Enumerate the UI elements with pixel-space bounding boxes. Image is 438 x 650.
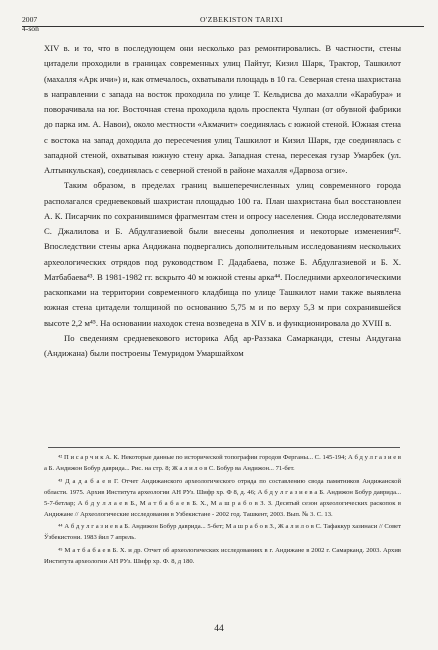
header-year: 2007 [22, 15, 38, 24]
article-body [44, 41, 401, 361]
header-journal-title: O'ZBEKISTON TARIXI [200, 15, 283, 24]
footnotes [44, 452, 401, 568]
header-rule [22, 26, 424, 27]
footnote-rule [48, 447, 400, 448]
footnote-42: ⁴² П и с а р ч и к А. К. Некоторые данные по исторической топографии городов Ферганы... С. 145-194; А б д у л г а з и е в а Б. Андижон Бобур даврида... Рис. на стр. 8; Ж а л и л о в С. Бобур ва Андижон... 71-бет. [44, 454, 401, 472]
paragraph-3: По сведениям средневекового историка Абд ар-Раззака Самарканди, стены Андугана (Андижана) были построены Темуридом Умаршайхом [44, 332, 401, 358]
footnote-43: ⁴³ Д а д а б а е в Г. Отчет Андижанского археологического отряда по составлению свода памятников Андижанской области. 1975. Архив Института археологии АН РУз. Шифр хр. Ф 8, д. 46; А б д у л г а з и е в а Б. Андижон Бобур даврида... 5-7-бетлар; А б д у л л а е в Б., М а т б а б а е в Б. Х., М а ш р а б о в З. З. Десятый сезон археологических раскопок в Андижане // Археологические исследования в Узбекистане - 2002 год. Ташкент, 2003. Вып. № 3. С. 13. [44, 477, 401, 518]
header-issue: 4-son [22, 24, 39, 33]
footnote-44: ⁴⁴ А б д у л г а з и е в а Б. Андижон Бобур даврида... 5-бет; М а ш р а б о в З., Ж а л и л о в С. Тафаккур хазинаси // Совет Ўзбекистони. 1983 йил 7 апрель. [44, 523, 401, 541]
footnote-45: ⁴⁵ М а т б а б а е в Б. Х. и др. Отчет об археологических исследованиях в г. Андижане в 2002 г. Самарканд. 2003. Архив Института археологии АН РУз. Шифр хр. Ф. 8, д 180. [44, 546, 401, 565]
page-number: 44 [214, 624, 224, 634]
paragraph-1: XIV в. и то, что в последующем они несколько раз ремонтировались. В частности, стены цитадели проходили в границах современных улиц Пайтуг, Кизил Шарк, Трактор, Ташкилот (махалля «Арк ичи») и, как отмечалось, охватывали площадь в 10 га. Северная стена шахристана в направлении с запада на восток проходила по улице Т. Кельдисва до махалли «Карабура» и поворачивала на юг. Восточная стена проходила вдоль проспекта Чулпан (от обувной фабрики до парка им. А. Навои), около местности «Акмачит» соединялась с южной стеной. Южная стена с востока на запад доходила до пересечения улиц Ташкилот и Кизил Шарк, где соединялась с западной стеной, охватывая южную стену арка. Западная стена, пересекая гузар Умарбек (ул. Алтынкульская), соединялась с северной стеной в районе махалля «Дарвоза огзи». [44, 43, 401, 175]
paragraph-2: Таким образом, в пределах границ вышеперечисленных улиц современного города располагался средневековый шахристан площадью 100 га. План шахристана был восстановлен А. К. Писарчик по сохранившимся фрагментам стен и опросу населения. Сюда исследователями С. Джалилова и Б. Абдулгазиевой были внесены дополнения и некоторые изменения⁴². Впоследствии стены арка Андижана подвергались дополнительным исследованиям нескольких археологических отрядов под руководством Г. Дадабаева, позже Б. Абдулгазиевой и Б. Х. Матбабаева⁴³. В 1981-1982 гг. вскрыто 40 м южной стены арка⁴⁴. Последними археологическими раскопками на территории современного кладбища по улице Ташкилот нами также выявлена южная стена цитадели толщиной по основанию 5,75 м и по верху 5,3 м при сохранившейся высоте 2,2 м⁴⁵. На основании находок стена возведена в XIV в. и функционировала до XVIII в. [44, 180, 401, 328]
